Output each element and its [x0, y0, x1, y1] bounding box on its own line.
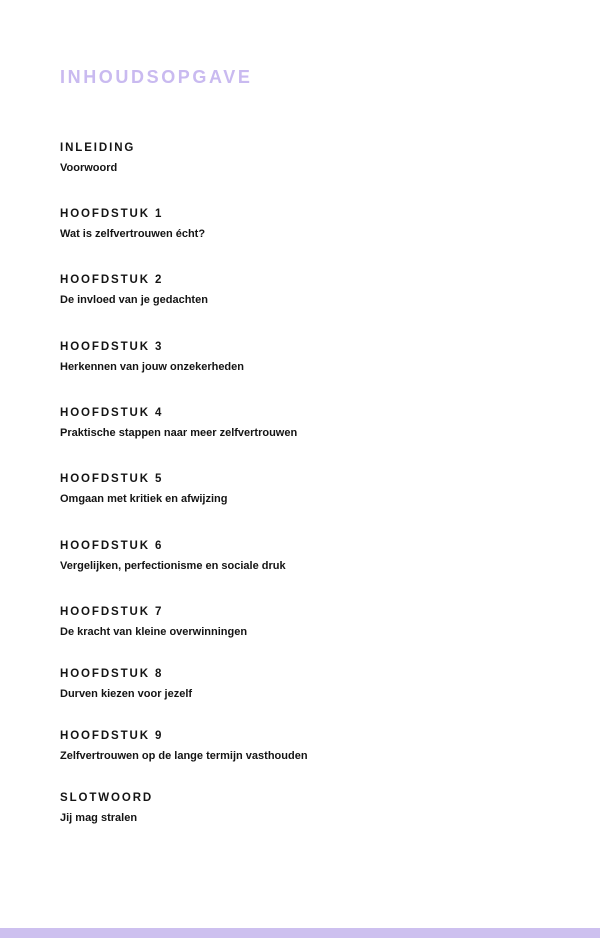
- toc-entry-heading: HOOFDSTUK 1: [60, 208, 164, 220]
- toc-entry-chapter-6: [60, 539, 560, 573]
- toc-entry-chapter-5: [60, 472, 560, 506]
- toc-entry-subtitle: Herkennen van jouw onzekerheden: [60, 361, 244, 373]
- toc-entry-heading: HOOFDSTUK 9: [60, 730, 164, 742]
- toc-entry-subtitle: Voorwoord: [60, 162, 118, 174]
- toc-entry-chapter-9: [60, 729, 560, 763]
- toc-entry-heading: HOOFDSTUK 2: [60, 274, 164, 286]
- toc-entry-heading: HOOFDSTUK 8: [60, 668, 164, 680]
- toc-entry-heading: SLOTWOORD: [60, 792, 154, 804]
- page-title: INHOUDSOPGAVE: [60, 67, 253, 87]
- toc-entry-heading: HOOFDSTUK 6: [60, 540, 164, 552]
- toc-entry-chapter-3: [60, 340, 560, 374]
- toc-entry-heading: HOOFDSTUK 3: [60, 341, 164, 353]
- toc-entry-heading: HOOFDSTUK 5: [60, 473, 164, 485]
- toc-entry-chapter-2: [60, 273, 560, 307]
- toc-entry-heading: HOOFDSTUK 4: [60, 407, 164, 419]
- footer-accent-bar: [0, 928, 600, 938]
- toc-entry-subtitle: De kracht van kleine overwinningen: [60, 626, 248, 638]
- toc-entry-heading: INLEIDING: [60, 142, 136, 154]
- toc-entry-subtitle: De invloed van je gedachten: [60, 294, 208, 306]
- toc-entry-subtitle: Durven kiezen voor jezelf: [60, 688, 193, 700]
- toc-entry-subtitle: Jij mag stralen: [60, 812, 138, 824]
- toc-entry-chapter-1: [60, 207, 560, 241]
- toc-entry-chapter-4: [60, 406, 560, 440]
- toc-entry-heading: HOOFDSTUK 7: [60, 606, 164, 618]
- toc-entry-chapter-8: [60, 667, 560, 701]
- toc-entry-subtitle: Omgaan met kritiek en afwijzing: [60, 493, 228, 505]
- toc-entry-introduction: [60, 141, 560, 175]
- toc-entry-subtitle: Zelfvertrouwen op de lange termijn vasthouden: [60, 750, 308, 762]
- toc-entry-subtitle: Wat is zelfvertrouwen écht?: [60, 228, 206, 240]
- toc-entry-chapter-7: [60, 605, 560, 639]
- toc-entry-subtitle: Praktische stappen naar meer zelfvertrouwen: [60, 427, 298, 439]
- toc-entry-subtitle: Vergelijken, perfectionisme en sociale druk: [60, 560, 286, 572]
- toc-entry-closing: [60, 791, 560, 825]
